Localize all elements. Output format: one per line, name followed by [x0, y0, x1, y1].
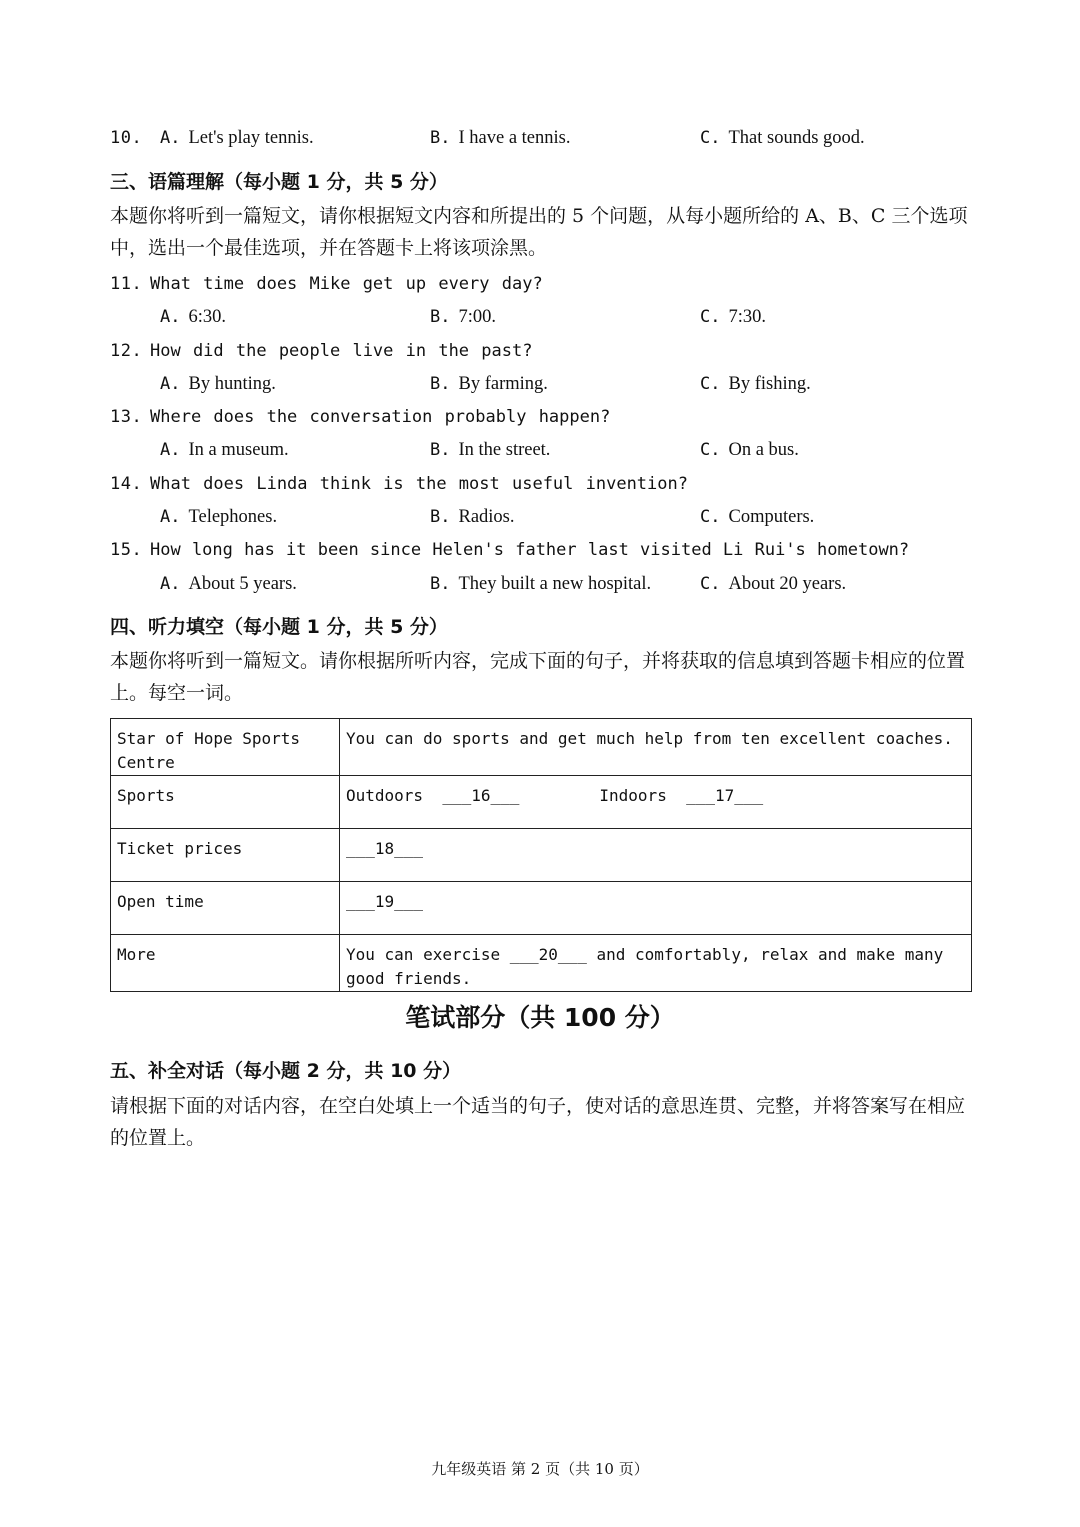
table-label: Ticket prices: [111, 829, 340, 882]
option-b: [430, 570, 651, 598]
option-c: [700, 303, 766, 331]
question-text: What does Linda think is the most useful invention?: [150, 474, 688, 494]
option-text: They built a new hospital.: [458, 574, 652, 594]
option-text: I have a tennis.: [458, 128, 571, 148]
table-label: More: [111, 935, 340, 992]
question-13-options: [0, 436, 1080, 464]
question-number: 15.: [110, 540, 143, 560]
option-c: [700, 570, 846, 598]
option-b: [430, 303, 496, 331]
option-letter: B.: [430, 574, 451, 594]
question-text: How long has it been since Helen's father last visited Li Rui's hometown?: [150, 540, 910, 560]
table-value: ___19___: [340, 882, 972, 935]
option-letter: B.: [430, 307, 451, 327]
question-text: How did the people live in the past?: [150, 341, 533, 361]
option-c: [700, 503, 814, 531]
question-10-row: [0, 124, 1080, 152]
option-b: [430, 370, 548, 398]
question-number: 12.: [110, 341, 143, 361]
option-text: In a museum.: [188, 440, 289, 460]
option-letter: C.: [700, 307, 721, 327]
table-label: Star of Hope Sports Centre: [111, 719, 340, 776]
option-letter: C.: [700, 128, 721, 148]
page-footer: 九年级英语 第 2 页（共 10 页）: [431, 1460, 649, 1478]
option-text: By fishing.: [728, 374, 811, 394]
option-a: [160, 124, 314, 152]
option-a: [160, 370, 276, 398]
question-number: 11.: [110, 274, 143, 294]
option-text: Telephones.: [188, 507, 278, 527]
option-text: Let's play tennis.: [188, 128, 314, 148]
option-b: [430, 124, 570, 152]
question-11-options: [0, 303, 1080, 331]
question-14-options: [0, 503, 1080, 531]
option-letter: B.: [430, 374, 451, 394]
option-text: On a bus.: [728, 440, 799, 460]
question-11: [0, 270, 1080, 298]
section-3-heading: 三、语篇理解（每小题 1 分，共 5 分）: [110, 171, 448, 193]
option-text: Radios.: [458, 507, 515, 527]
indoors-blank: Indoors ___17___: [599, 786, 764, 805]
question-13: [0, 403, 1080, 431]
option-a: [160, 570, 297, 598]
option-text: 6:30.: [188, 307, 226, 327]
table-row: [111, 776, 972, 829]
option-letter: A.: [160, 440, 181, 460]
table-value: You can do sports and get much help from ten excellent coaches.: [340, 719, 972, 776]
option-a: [160, 436, 289, 464]
option-c: [700, 370, 811, 398]
question-text: What time does Mike get up every day?: [150, 274, 543, 294]
option-letter: A.: [160, 374, 181, 394]
option-text: 7:30.: [728, 307, 766, 327]
option-text: By hunting.: [188, 374, 276, 394]
question-text: Where does the conversation probably happen?: [150, 407, 611, 427]
option-letter: A.: [160, 128, 181, 148]
question-number: 14.: [110, 474, 143, 494]
option-letter: A.: [160, 507, 181, 527]
table-label: Open time: [111, 882, 340, 935]
option-text: That sounds good.: [728, 128, 865, 148]
option-letter: C.: [700, 374, 721, 394]
option-letter: B.: [430, 128, 451, 148]
table-label: Sports: [111, 776, 340, 829]
table-row: [111, 719, 972, 776]
option-c: [700, 124, 865, 152]
table-value: ___18___: [340, 829, 972, 882]
question-12-options: [0, 370, 1080, 398]
option-text: About 5 years.: [188, 574, 297, 594]
table-value: [340, 776, 972, 829]
section-3-instruction: 本题你将听到一篇短文，请你根据短文内容和所提出的 5 个问题，从每小题所给的 A、B、C 三个选项中，选出一个最佳选项，并在答题卡上将该项涂黑。: [110, 205, 968, 259]
table-value: You can exercise ___20___ and comfortably, relax and make many good friends.: [340, 935, 972, 992]
option-letter: C.: [700, 574, 721, 594]
listening-fill-table: [110, 718, 972, 992]
section-4-instruction: 本题你将听到一篇短文。请你根据所听内容，完成下面的句子，并将获取的信息填到答题卡相应的位置上。每空一词。: [110, 650, 966, 704]
option-b: [430, 503, 515, 531]
question-number: 13.: [110, 407, 143, 427]
option-text: About 20 years.: [728, 574, 847, 594]
section-5-instruction: 请根据下面的对话内容，在空白处填上一个适当的句子，使对话的意思连贯、完整，并将答案写在相应的位置上。: [110, 1095, 966, 1149]
option-letter: C.: [700, 507, 721, 527]
outdoors-blank: Outdoors ___16___: [346, 786, 520, 805]
option-a: [160, 503, 277, 531]
option-text: Computers.: [728, 507, 815, 527]
question-number: 10.: [110, 128, 143, 148]
option-letter: B.: [430, 507, 451, 527]
question-15: [0, 536, 1080, 564]
option-letter: B.: [430, 440, 451, 460]
option-a: [160, 303, 226, 331]
table-row: [111, 935, 972, 992]
question-14: [0, 470, 1080, 498]
written-section-title: 笔试部分（共 100 分）: [405, 1003, 675, 1032]
question-12: [0, 337, 1080, 365]
section-5-heading: 五、补全对话（每小题 2 分，共 10 分）: [110, 1060, 462, 1082]
table-row: [111, 882, 972, 935]
option-b: [430, 436, 550, 464]
option-text: 7:00.: [458, 307, 496, 327]
option-letter: A.: [160, 574, 181, 594]
option-letter: A.: [160, 307, 181, 327]
question-15-options: [0, 570, 1080, 598]
section-4-heading: 四、听力填空（每小题 1 分，共 5 分）: [110, 616, 448, 638]
option-text: By farming.: [458, 374, 548, 394]
table-row: [111, 829, 972, 882]
option-letter: C.: [700, 440, 721, 460]
option-c: [700, 436, 799, 464]
option-text: In the street.: [458, 440, 551, 460]
